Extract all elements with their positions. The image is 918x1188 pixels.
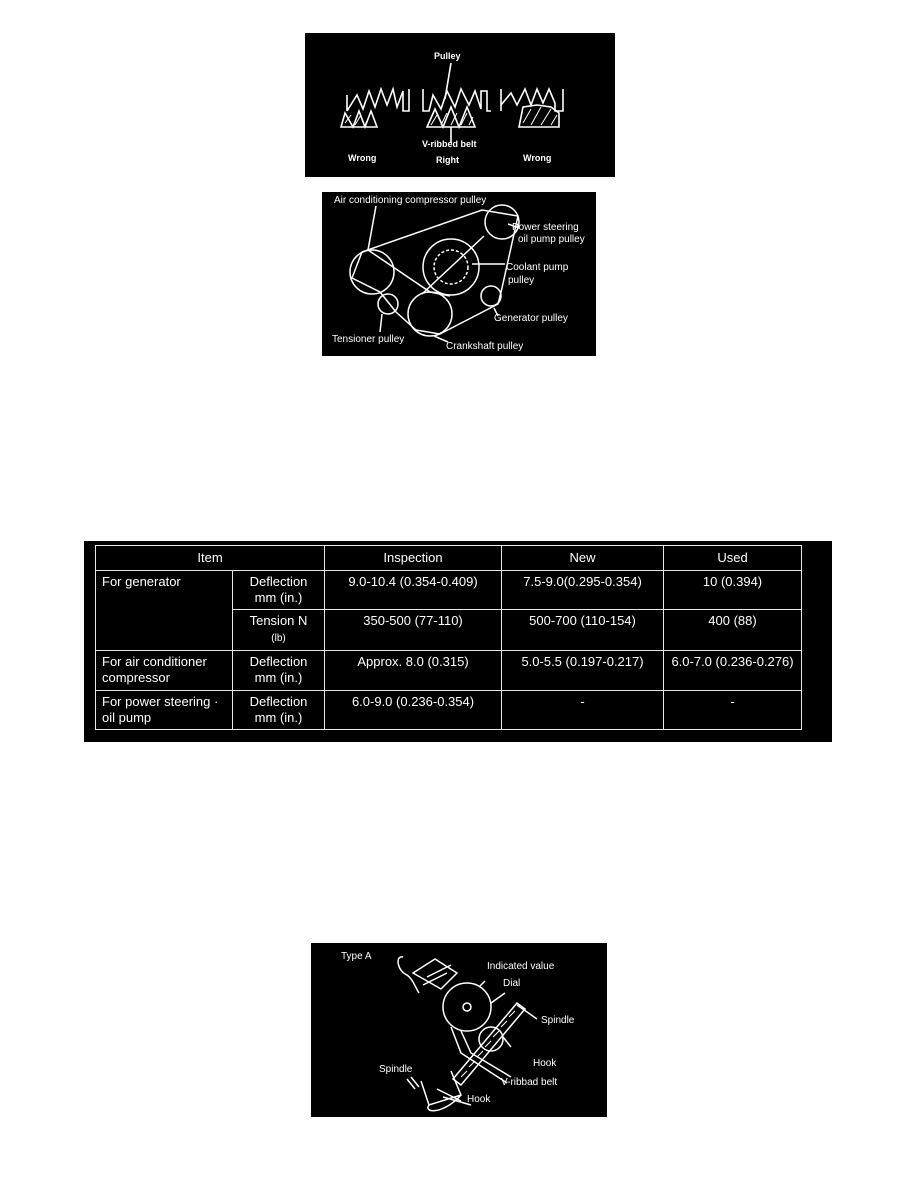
row-inspection: 350-500 (77-110) — [325, 610, 502, 651]
pulley-label: Pulley — [434, 51, 461, 61]
row-used: - — [664, 691, 802, 730]
row-inspection: Approx. 8.0 (0.315) — [325, 651, 502, 691]
power-steering-label-2: oil pump pulley — [518, 234, 585, 245]
indicated-value-label: Indicated value — [487, 961, 555, 972]
header-new: New — [502, 546, 664, 571]
pulley-layout-drawing — [322, 192, 596, 356]
belt-fit-figure — [305, 33, 615, 177]
row-used: 10 (0.394) — [664, 571, 802, 610]
right-label: Right — [436, 155, 459, 165]
table-row — [96, 571, 802, 610]
tension-gauge-figure — [311, 943, 607, 1117]
ac-compressor-label: Air conditioning compressor pulley — [334, 195, 487, 206]
hook-left-label: Hook — [467, 1094, 491, 1105]
row-new: 5.0-5.5 (0.197-0.217) — [502, 651, 664, 691]
hook-right-label: Hook — [533, 1058, 557, 1069]
header-used: Used — [664, 546, 802, 571]
row-sub: Deflection mm (in.) — [233, 571, 325, 610]
wrong-right-label: Wrong — [523, 153, 552, 163]
type-label: Type A — [341, 951, 372, 962]
pulley-layout-figure — [322, 192, 596, 356]
row-new: 500-700 (110-154) — [502, 610, 664, 651]
table-header-row — [96, 546, 802, 571]
row-sub: Deflection mm (in.) — [233, 651, 325, 691]
row-item: For generator — [96, 571, 233, 651]
belt-label: V-ribbed belt — [422, 139, 477, 149]
row-used: 6.0-7.0 (0.236-0.276) — [664, 651, 802, 691]
table-row — [96, 651, 802, 691]
coolant-pump-label-2: pulley — [508, 275, 535, 286]
row-inspection: 6.0-9.0 (0.236-0.354) — [325, 691, 502, 730]
dial-label: Dial — [503, 978, 521, 989]
crankshaft-pulley-label: Crankshaft pulley — [446, 341, 524, 352]
generator-pulley-label: Generator pulley — [494, 313, 568, 324]
belt-spec-table-panel — [84, 541, 832, 742]
header-inspection: Inspection — [325, 546, 502, 571]
row-sub-text: Tension N — [249, 613, 308, 628]
row-new: 7.5-9.0(0.295-0.354) — [502, 571, 664, 610]
header-item: Item — [96, 546, 325, 571]
row-inspection: 9.0-10.4 (0.354-0.409) — [325, 571, 502, 610]
row-item: For power steering · oil pump — [96, 691, 233, 730]
row-new: - — [502, 691, 664, 730]
row-item: For air conditioner compressor — [96, 651, 233, 691]
coolant-pump-label-1: Coolant pump — [506, 262, 569, 273]
spindle-right-label: Spindle — [541, 1015, 575, 1026]
table-row — [96, 691, 802, 730]
wrong-left-label: Wrong — [348, 153, 377, 163]
row-used: 400 (88) — [664, 610, 802, 651]
tensioner-pulley-label: Tensioner pulley — [332, 334, 405, 345]
tension-gauge-drawing — [311, 943, 607, 1117]
belt-label: V-ribbad belt — [501, 1077, 558, 1088]
row-sub-unit: (lb) — [271, 633, 286, 644]
dial-icon — [443, 983, 491, 1031]
row-sub: Deflection mm (in.) — [233, 691, 325, 730]
power-steering-label-1: Power steering — [512, 222, 579, 233]
belt-spec-table — [95, 545, 802, 730]
spindle-left-label: Spindle — [379, 1064, 413, 1075]
row-sub — [233, 610, 325, 651]
